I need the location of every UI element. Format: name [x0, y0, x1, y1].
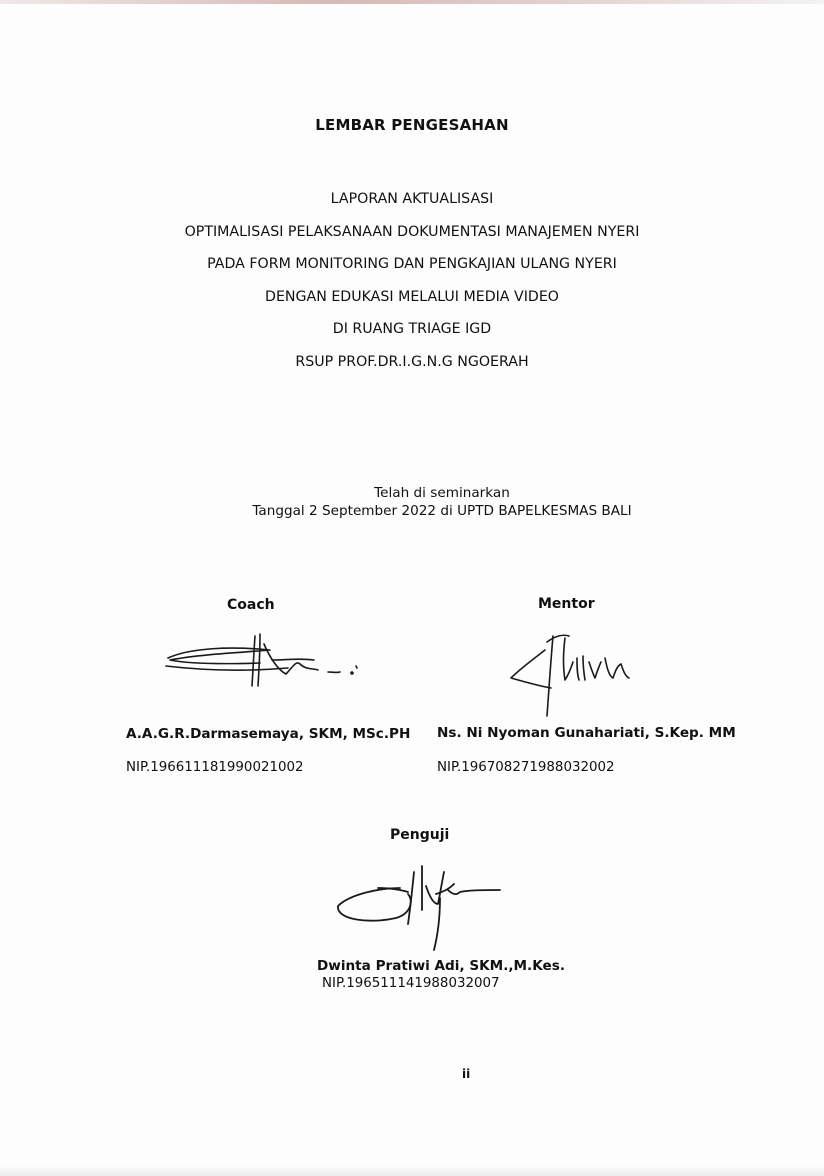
- report-title-block: [0, 183, 824, 378]
- penguji-nip: NIP.196511141988032007: [322, 976, 500, 991]
- mentor-role-label: Mentor: [538, 596, 595, 612]
- seminar-date-line: Tanggal 2 September 2022 di UPTD BAPELKESMAS BALI: [252, 503, 632, 519]
- page-title: LEMBAR PENGESAHAN: [315, 116, 509, 134]
- seminar-line: Telah di seminarkan: [374, 485, 510, 501]
- report-line: RSUP PROF.DR.I.G.N.G NGOERAH: [295, 353, 529, 370]
- page-number: ii: [462, 1067, 471, 1081]
- report-line: PADA FORM MONITORING DAN PENGKAJIAN ULANG NYERI: [207, 256, 617, 272]
- mentor-nip: NIP.196708271988032002: [437, 760, 615, 775]
- coach-role-label: Coach: [227, 597, 275, 613]
- penguji-signature: [330, 858, 510, 954]
- penguji-name: Dwinta Pratiwi Adi, SKM.,M.Kes.: [317, 958, 565, 974]
- seminar-info: [30, 484, 824, 520]
- scan-edge-top: [0, 0, 824, 4]
- report-line: OPTIMALISASI PELAKSANAAN DOKUMENTASI MANAJEMEN NYERI: [184, 223, 640, 240]
- scan-edge-bottom: [0, 1166, 824, 1176]
- mentor-signature: [505, 628, 655, 720]
- coach-name: A.A.G.R.Darmasemaya, SKM, MSc.PH: [126, 726, 411, 742]
- coach-nip: NIP.196611181990021002: [126, 760, 304, 775]
- penguji-role-label: Penguji: [390, 827, 450, 843]
- report-line: DI RUANG TRIAGE IGD: [332, 321, 492, 337]
- mentor-name: Ns. Ni Nyoman Gunahariati, S.Kep. MM: [437, 725, 736, 741]
- report-line: LAPORAN AKTUALISASI: [330, 191, 494, 207]
- coach-signature: [160, 630, 370, 692]
- report-line: DENGAN EDUKASI MELALUI MEDIA VIDEO: [265, 288, 559, 305]
